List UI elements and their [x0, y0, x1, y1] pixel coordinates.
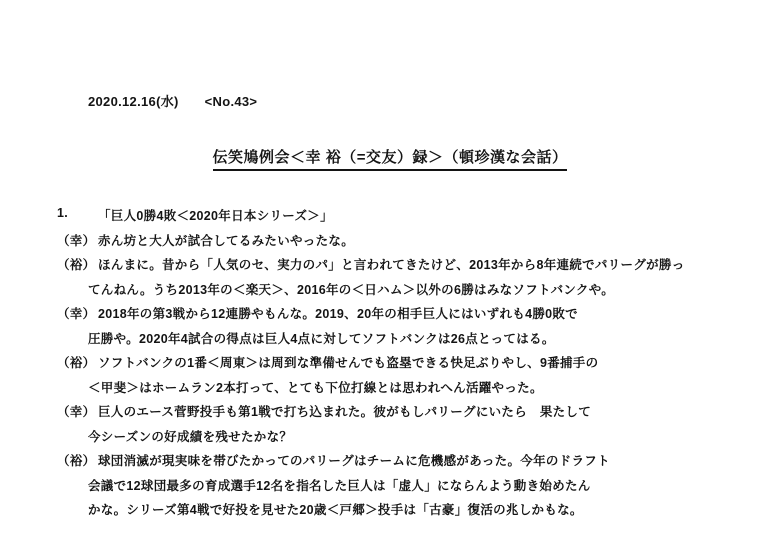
section-heading-line [0, 206, 780, 231]
speaker-label: （裕） [57, 258, 96, 272]
dialogue-line-continuation [0, 378, 780, 403]
dialogue-line-continuation [0, 500, 780, 525]
dialogue-line-continuation [0, 476, 780, 501]
speaker-label: （裕） [57, 356, 96, 370]
date-line [88, 91, 257, 110]
dialogue-line-continuation [0, 427, 780, 452]
line-text: 球団消滅が現実味を帯びたかってのパリーグはチームに危機感があった。今年のドラフト [98, 454, 610, 468]
line-text: ほんまに。昔から「人気のセ、実力のパ」と言われてきたけど、2013年から8年連続でパリーグが勝っ [98, 258, 685, 272]
line-text: てんねん。うち2013年の＜楽天＞、2016年の＜日ハム＞以外の6勝はみなソフトバンクや。 [88, 282, 615, 297]
section-number: 1. [57, 206, 69, 220]
speaker-label: （幸） [57, 233, 96, 248]
line-text: 赤ん坊と大人が試合してるみたいやったな。 [98, 233, 355, 248]
dialogue-line [0, 255, 780, 280]
section-heading-text: 「巨人0勝4敗＜2020年日本シリーズ＞」 [98, 209, 333, 223]
dialogue-line-continuation [0, 329, 780, 354]
document-date: 2020.12.16(水) [88, 94, 179, 109]
line-text: かな。シリーズ第4戦で好投を見せた20歳＜戸郷＞投手は「古豪」復活の兆しかもな。 [88, 503, 583, 517]
dialogue-line-continuation [0, 280, 780, 305]
title-row [0, 146, 780, 171]
line-text: 会議で12球団最多の育成選手12名を指名した巨人は「虚人」にならんよう動き始めたん [88, 478, 591, 493]
dialogue-line [0, 451, 780, 476]
dialogue-line [0, 231, 780, 256]
speaker-label: （幸） [57, 405, 96, 419]
speaker-label: （幸） [57, 307, 96, 321]
line-text: 巨人のエース菅野投手も第1戦で打ち込まれた。彼がもしパリーグにいたら 果たして [98, 405, 592, 419]
dialogue-line [0, 353, 780, 378]
issue-number: <No.43> [204, 94, 258, 109]
speaker-label: （裕） [57, 454, 96, 468]
document-title: 伝笑鳩例会＜幸 裕（=交友）録＞（頓珍漢な会話） [213, 146, 568, 171]
line-text: 今シーズンの好成績を残せたかな？ [88, 429, 293, 444]
line-text: ＜甲斐＞はホームラン2本打って、とても下位打線とは思われへん活躍やった。 [88, 380, 543, 395]
dialogue-lines [0, 206, 780, 525]
line-text: ソフトバンクの1番＜周東＞は周到な準備せんでも盗塁できる快足ぶりやし、9番捕手の [98, 356, 599, 370]
line-text: 圧勝や。2020年4試合の得点は巨人4点に対してソフトバンクは26点とってはる。 [88, 331, 555, 346]
line-text: 2018年の第3戦から12連勝やもんな。2019、20年の相手巨人にはいずれも4勝0敗で [98, 307, 578, 321]
dialogue-line [0, 304, 780, 329]
dialogue-line [0, 402, 780, 427]
